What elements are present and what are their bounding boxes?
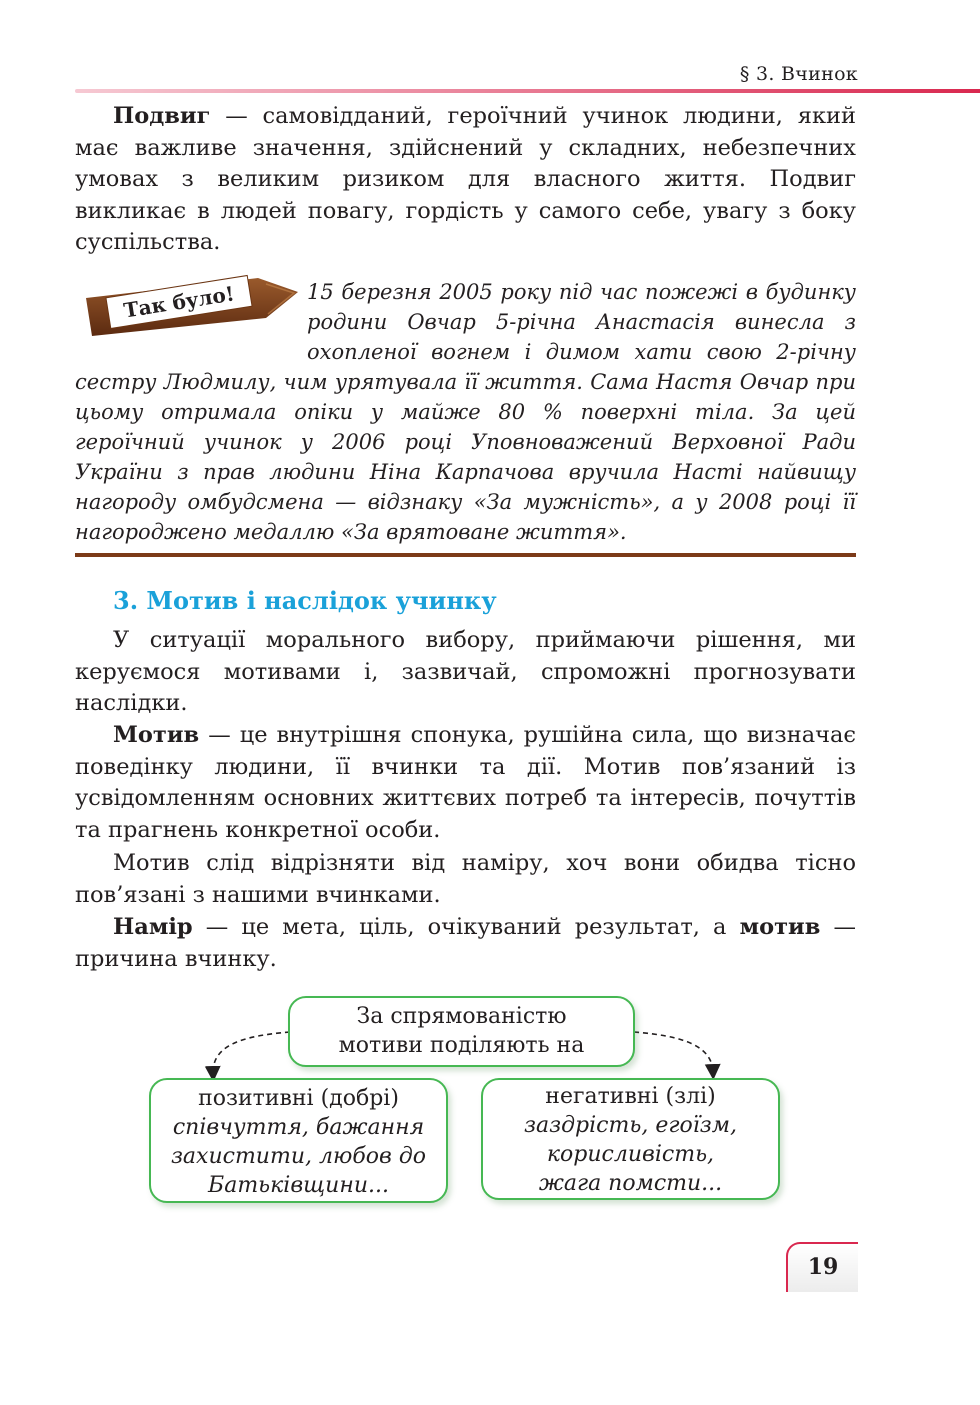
definition-feat-text: — самовідданий, героїчний учинок людини, який має важливе значення, здійснений у складних, небезпечних умовах з великим ризиком для власного життя. Подвиг викликає в людей повагу, гордість у самого себе, увагу з боку суспільства.: [75, 103, 856, 255]
negative-example-3: жага помсти...: [538, 1171, 723, 1196]
positive-example-3: Батьківщини...: [208, 1173, 389, 1198]
page-number: 19: [786, 1242, 858, 1292]
diagram-negative-box: [481, 1078, 780, 1200]
term-feat: Подвиг: [113, 103, 211, 129]
section-title: 3. Мотив і наслідок учинку: [113, 586, 497, 615]
header-rule: [75, 89, 980, 93]
running-head: § 3. Вчинок: [739, 63, 858, 85]
negative-title: негативні (злі): [545, 1084, 716, 1109]
positive-title: позитивні (добрі): [198, 1086, 399, 1111]
negative-example-1: заздрість, егоїзм,: [524, 1113, 737, 1138]
term-motive: Мотив: [113, 722, 200, 748]
term-motive-inline: мотив: [739, 914, 821, 940]
definition-motive: [75, 720, 856, 846]
story-body: 15 березня 2005 року під час пожежі в будинку родини Овчар 5-річна Анастасія винесла з охопленої вогнем і димом хати свою 2-річну сестру Людмилу, чим урятувала її життя. Сама Настя Овчар при цьому отримала опіки у майже 80 % поверхні тіла. За цей героїчний учинок у 2006 році Уповноважений Верховної Ради України з прав людини Ніна Карпачова вручила Насті найвищу нагороду омбудсмена — відзнаку «За мужність», а у 2008 році її нагороджено медаллю «За врятоване життя».: [75, 280, 856, 544]
definition-intent-end: — причина вчинку.: [75, 914, 856, 972]
definition-intent: [75, 912, 856, 975]
diagram-root-line2: мотиви поділяють на: [338, 1033, 585, 1058]
definition-motive-text: — це внутрішня спонука, рушійна сила, що визначає поведінку людини, її вчинки та дії. Мотив пов’язаний із усвідомленням основних життєвих потреб та інтересів, почуттів та прагнень конкретної особи.: [75, 722, 856, 843]
story-divider: [75, 553, 856, 557]
positive-example-2: захистити, любов до: [170, 1144, 427, 1169]
diagram-root-line1: За спрямованістю: [356, 1004, 567, 1029]
so-it-was-tag: [80, 278, 302, 338]
negative-example-2: корисливість,: [546, 1142, 715, 1167]
diagram-root-box: [288, 996, 635, 1067]
tag-label: Так було!: [107, 276, 252, 328]
paragraph-motive-intent: Мотив слід відрізняти від наміру, хоч вони обидва тісно пов’язані з нашими вчинками.: [75, 850, 856, 908]
arrow-right: [634, 1032, 713, 1072]
positive-example-1: співчуття, бажання: [172, 1115, 425, 1140]
definition-intent-text: — це мета, ціль, очікуваний результат, а: [192, 914, 740, 940]
paragraph-moral-choice: У ситуації морального вибору, приймаючи рішення, ми керуємося мотивами і, зазвичай, спроможні прогнозувати наслідки.: [75, 627, 856, 716]
term-intent: Намір: [113, 914, 193, 940]
diagram-positive-box: [149, 1078, 448, 1203]
definition-feat: [75, 101, 856, 259]
arrow-left: [213, 1032, 290, 1074]
